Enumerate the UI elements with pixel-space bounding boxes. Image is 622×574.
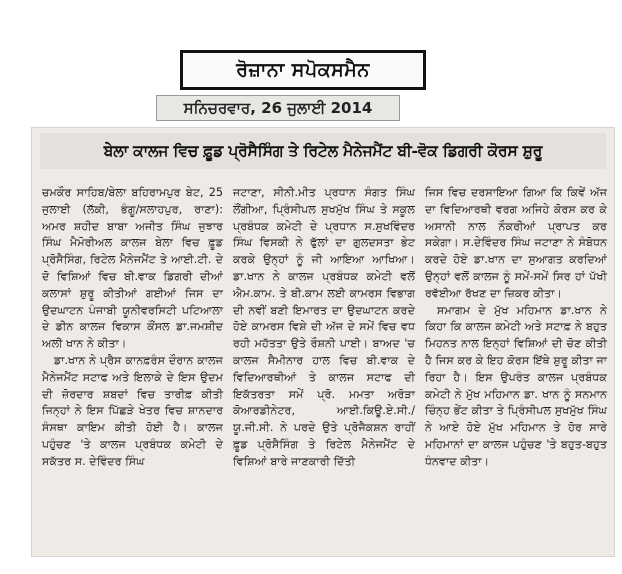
column-2-paragraph-1: ਜਟਾਣਾ, ਸੀਨੀ.ਮੀਤ ਪ੍ਰਧਾਨ ਸੰਗਤ ਸਿੰਘ ਲੌਂਗੀਆ, ਪ੍ਰਿੰਸੀਪਲ ਸੁਖਮੁੱਖ ਸਿੰਘ ਤੇ ਸਕੂਲ ਪ੍ਰਬੰਧਕ ਕਮੇਟੀ ਦੇ ਪ੍ਰਧਾਨ ਸ.ਸੁਖਵਿੰਦਰ ਸਿੰਘ ਵਿਸਕੀ ਨੇ ਫੁੱਲਾਂ ਦਾ ਗੁਲਦਸਤਾ ਭੇਟ ਕਰਕੇ ਉਨ੍ਹਾਂ ਨੂੰ ਜੀ ਆਇਆ ਆਖਿਆ। ਡਾ.ਖਾਨ ਨੇ ਕਾਲਜ ਪ੍ਰਬੰਧਕ ਕਮੇਟੀ ਵਲੋਂ ਐਮ.ਕਾਮ. ਤੇ ਬੀ.ਕਾਮ ਲਈ ਕਾਮਰਸ ਵਿਭਾਗ ਦੀ ਨਵੀਂ ਬਣੀ ਇਮਾਰਤ ਦਾ ਉਦਘਾਟਨ ਕਰਦੇ ਹੋਏ ਕਾਮਰਸ ਵਿਸ਼ੇ ਦੀ ਅੱਜ ਦੇ ਸਮੇਂ ਵਿਚ ਵਧ ਰਹੀ ਮਹੱਤਤਾ ਉਤੇ ਰੌਸ਼ਨੀ ਪਾਈ। ਬਾਅਦ 'ਚ ਕਾਲਜ ਸੈਮੀਨਾਰ ਹਾਲ ਵਿਚ ਬੀ.ਵਾਕ ਦੇ ਵਿਦਿਆਰਥੀਆਂ ਤੇ ਕਾਲਜ ਸਟਾਫ ਦੀ ਇਕੱਤਰਤਾ ਸਮੇਂ ਪ੍ਰੋ. ਮਮਤਾ ਅਰੋੜਾ ਕੋਆਰਡੀਨੇਟਰ, ਆਈ.ਕਿਊ.ਏ.ਸੀ./ਯੂ.ਜੀ.ਸੀ. ਨੇ ਪਰਦੇ ਉਤੇ ਪ੍ਰੋਜੈਕਸ਼ਨ ਰਾਹੀਂ ਫ਼ੂਡ ਪ੍ਰੋਸੈਸਿੰਗ ਤੇ ਰਿਟੇਲ ਮੈਨੇਜਮੈਂਟ ਦੇ ਵਿਸ਼ਿਆਂ ਬਾਰੇ ਜਾਣਕਾਰੀ ਦਿੱਤੀ — [233, 186, 415, 468]
article-column-3 — [425, 185, 607, 471]
column-3-paragraph-1: ਜਿਸ ਵਿਚ ਦਰਸਾਇਆ ਗਿਆ ਕਿ ਕਿਵੇਂ ਅੱਜ ਦਾ ਵਿਦਿਆਰਥੀ ਵਰਗ ਅਜਿਹੇ ਕੋਰਸ ਕਰ ਕੇ ਅਸਾਨੀ ਨਾਲ ਨੌਕਰੀਆਂ ਪ੍ਰਾਪਤ ਕਰ ਸਕੇਗਾ। ਸ.ਦੇਵਿੰਦਰ ਸਿੰਘ ਜਟਾਣਾ ਨੇ ਸੰਬੋਧਨ ਕਰਦੇ ਹੋਏ ਡਾ.ਖਾਨ ਦਾ ਸੁਆਗਤ ਕਰਦਿਆਂ ਉਨ੍ਹਾਂ ਵਲੋਂ ਕਾਲਜ ਨੂੰ ਸਮੇਂ-ਸਮੇਂ ਸਿਰ ਹਾਂ ਪੱਖੀ ਰਵੱਈਆ ਰੱਖਣ ਦਾ ਜ਼ਿਕਰ ਕੀਤਾ। — [425, 186, 607, 300]
column-3-paragraph-2: ਸਮਾਗਮ ਦੇ ਮੁੱਖ ਮਹਿਮਾਨ ਡਾ.ਖਾਨ ਨੇ ਕਿਹਾ ਕਿ ਕਾਲਜ ਕਮੇਟੀ ਅਤੇ ਸਟਾਫ਼ ਨੇ ਬਹੁਤ ਮਿਹਨਤ ਨਾਲ ਇਨ੍ਹਾਂ ਵਿਸ਼ਿਆਂ ਦੀ ਚੋਣ ਕੀਤੀ ਹੈ ਜਿਸ ਕਰ ਕੇ ਇਹ ਕੋਰਸ ਇੱਥੇ ਸ਼ੁਰੂ ਕੀਤਾ ਜਾ ਰਿਹਾ ਹੈ। ਇਸ ਉਪਰੰਤ ਕਾਲਜ ਪ੍ਰਬੰਧਕ ਕਮੇਟੀ ਨੇ ਮੁੱਖ ਮਹਿਮਾਨ ਡਾ. ਖਾਨ ਨੂੰ ਸਨਮਾਨ ਚਿੰਨ੍ਹ ਭੇਂਟ ਕੀਤਾ ਤੇ ਪ੍ਰਿੰਸੀਪਲ ਸੁਖਮੁੱਖ ਸਿੰਘ ਨੇ ਆਏ ਹੋਏ ਮੁੱਖ ਮਹਿਮਾਨ ਤੇ ਹੋਰ ਸਾਰੇ ਮਹਿਮਾਨਾਂ ਦਾ ਕਾਲਜ ਪਹੁੰਚਣ 'ਤੇ ਬਹੁਤ-ਬਹੁਤ ਧੰਨਵਾਦ ਕੀਤਾ। — [425, 303, 607, 468]
article-column-2 — [233, 185, 415, 471]
column-1-paragraph-1: ਚਮਕੌਰ ਸਾਹਿਬ/ਬੇਲਾ ਬਹਿਰਾਮਪੁਰ ਬੇਟ, 25 ਜੁਲਾਈ (ਲੱਕੀ, ਭੰਗੂ/ਸਲਾਹਪੁਰ, ਰਾਣਾ): ਅਮਰ ਸ਼ਹੀਦ ਬਾਬਾ ਅਜੀਤ ਸਿੰਘ ਜੁਝਾਰ ਸਿੰਘ ਮੈਮੋਰੀਅਲ ਕਾਲਜ ਬੇਲਾ ਵਿਚ ਫ਼ੂਡ ਪ੍ਰੋਸੈਸਿੰਗ, ਰਿਟੇਲ ਮੈਨੇਜਮੈਂਟ ਤੇ ਆਈ.ਟੀ. ਦੇ ਦੋ ਵਿਸ਼ਿਆਂ ਵਿਚ ਬੀ.ਵਾਕ ਡਿਗਰੀ ਦੀਆਂ ਕਲਾਸਾਂ ਸ਼ੁਰੂ ਕੀਤੀਆਂ ਗਈਆਂ ਜਿਸ ਦਾ ਉਦਘਾਟਨ ਪੰਜਾਬੀ ਯੂਨੀਵਰਸਿਟੀ ਪਟਿਆਲਾ ਦੇ ਡੀਨ ਕਾਲਜ ਵਿਕਾਸ ਕੌਂਸਲ ਡਾ.ਜਮਸ਼ੀਦ ਅਲੀ ਖਾਨ ਨੇ ਕੀਤਾ। — [42, 186, 223, 351]
article-headline-band — [40, 133, 606, 169]
column-1-paragraph-2: ਡਾ.ਖਾਨ ਨੇ ਪ੍ਰੈਸ ਕਾਨਫ਼ਰੰਸ ਦੌਰਾਨ ਕਾਲਜ ਮੈਨੇਜਮੈਂਟ ਸਟਾਫ ਅਤੇ ਇਲਾਕੇ ਦੇ ਇਸ ਉਦਮ ਦੀ ਜ਼ੋਰਦਾਰ ਸ਼ਬਦਾਂ ਵਿਚ ਤਾਰੀਫ਼ ਕੀਤੀ ਜਿਨ੍ਹਾਂ ਨੇ ਇਸ ਪਿੱਛੜੇ ਖੇਤਰ ਵਿਚ ਸ਼ਾਨਦਾਰ ਸੰਸਥਾ ਕਾਇਮ ਕੀਤੀ ਹੋਈ ਹੈ। ਕਾਲਜ ਪਹੁੰਚਣ 'ਤੇ ਕਾਲਜ ਪ੍ਰਬੰਧਕ ਕਮੇਟੀ ਦੇ ਸਕੱਤਰ ਸ. ਦੇਵਿੰਦਰ ਸਿੰਘ — [42, 353, 223, 468]
masthead-title: ਰੋਜ਼ਾਨਾ ਸਪੋਕਸਮੈਨ — [236, 59, 370, 81]
article-headline: ਬੇਲਾ ਕਾਲਜ ਵਿਚ ਫ਼ੂਡ ਪ੍ਰੋਸੈਸਿੰਗ ਤੇ ਰਿਟੇਲ ਮੈਨੇਜਮੈਂਟ ਬੀ-ਵੋਕ ਡਿਗਰੀ ਕੋਰਸ ਸ਼ੁਰੂ — [103, 141, 543, 160]
article-column-1 — [42, 185, 223, 471]
issue-date: ਸਨਿਚਰਵਾਰ, 26 ਜੁਲਾਈ 2014 — [183, 99, 373, 117]
issue-date-bar — [156, 95, 400, 121]
newspaper-masthead — [180, 50, 426, 90]
